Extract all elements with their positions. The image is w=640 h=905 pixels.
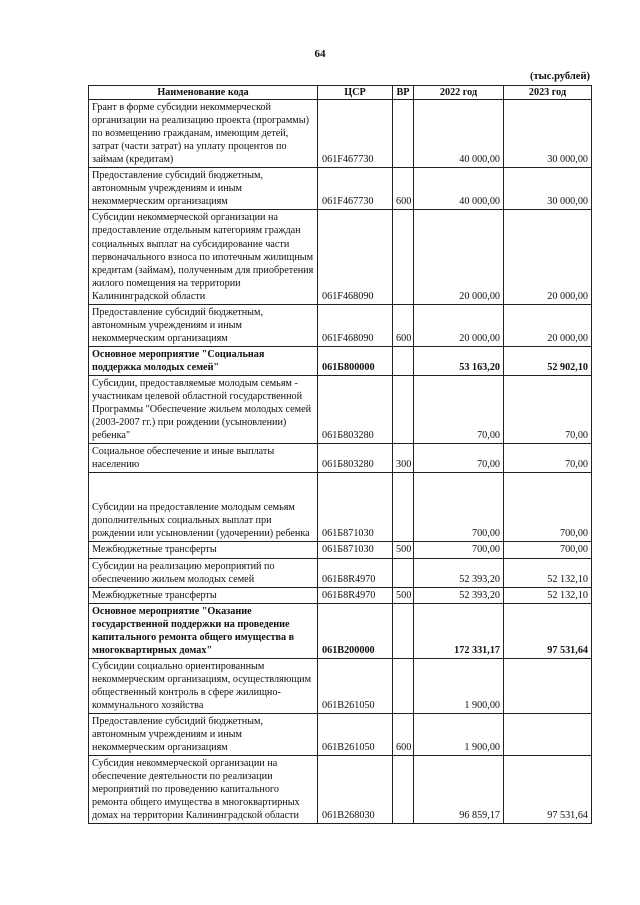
cell-name: Основное мероприятие "Оказание государственной поддержки на проведение капитального ремонта общего имущества в многоквартирных домах" xyxy=(89,603,318,658)
cell-name: Предоставление субсидий бюджетным, автономным учреждениям и иным некоммерческим организациям xyxy=(89,168,318,210)
cell-2022: 700,00 xyxy=(414,473,504,542)
cell-vr: 300 xyxy=(393,444,414,473)
cell-csr: 061Б803280 xyxy=(318,375,393,443)
cell-2023: 52 902,10 xyxy=(504,346,592,375)
cell-2023: 20 000,00 xyxy=(504,304,592,346)
cell-name: Субсидии социально ориентированным некоммерческим организациям, осуществляющим общественный контроль в сфере жилищно-коммунального хозяйства xyxy=(89,658,318,713)
cell-vr xyxy=(393,210,414,304)
cell-vr xyxy=(393,558,414,587)
table-row xyxy=(89,558,592,587)
cell-csr: 061В200000 xyxy=(318,603,393,658)
cell-vr xyxy=(393,346,414,375)
cell-2023: 700,00 xyxy=(504,473,592,542)
cell-name: Предоставление субсидий бюджетным, автономным учреждениям и иным некоммерческим организациям xyxy=(89,714,318,756)
table-row xyxy=(89,473,592,542)
table-row xyxy=(89,100,592,168)
cell-name: Межбюджетные трансферты xyxy=(89,542,318,558)
cell-csr: 061Б800000 xyxy=(318,346,393,375)
cell-2022: 20 000,00 xyxy=(414,210,504,304)
cell-2023: 30 000,00 xyxy=(504,100,592,168)
cell-2023: 97 531,64 xyxy=(504,756,592,824)
cell-2023 xyxy=(504,658,592,713)
budget-table xyxy=(88,85,592,824)
cell-csr: 061F467730 xyxy=(318,100,393,168)
cell-2022: 40 000,00 xyxy=(414,100,504,168)
table-row xyxy=(89,658,592,713)
cell-vr xyxy=(393,603,414,658)
table-row xyxy=(89,210,592,304)
table-body xyxy=(89,100,592,824)
cell-2022: 52 393,20 xyxy=(414,587,504,603)
units-label: (тыс.рублей) xyxy=(529,71,590,82)
cell-2023: 30 000,00 xyxy=(504,168,592,210)
page-number: 64 xyxy=(314,48,326,60)
header-2023: 2023 год xyxy=(504,86,592,100)
cell-2022: 172 331,17 xyxy=(414,603,504,658)
cell-vr xyxy=(393,658,414,713)
cell-vr: 600 xyxy=(393,304,414,346)
cell-2023: 700,00 xyxy=(504,542,592,558)
cell-name: Основное мероприятие "Социальная поддержка молодых семей" xyxy=(89,346,318,375)
table-row xyxy=(89,714,592,756)
table-row xyxy=(89,756,592,824)
cell-2023: 20 000,00 xyxy=(504,210,592,304)
cell-2023: 70,00 xyxy=(504,375,592,443)
header-vr: ВР xyxy=(393,86,414,100)
cell-2022: 70,00 xyxy=(414,375,504,443)
cell-2023 xyxy=(504,714,592,756)
cell-csr: 061Б871030 xyxy=(318,473,393,542)
cell-csr: 061F467730 xyxy=(318,168,393,210)
header-name: Наименование кода xyxy=(89,86,318,100)
cell-name: Субсидии, предоставляемые молодым семьям - участникам целевой областной государственной Программы "Обеспечение жильем молодых семей (2003-2007 гг.) при рождении (усыновлении) ребенка" xyxy=(89,375,318,443)
cell-name: Субсидии некоммерческой организации на предоставление отдельным категориям граждан социальных выплат на субсидирование части первоначального взноса по ипотечным жилищным кредитам (займам), полученным для приобретения жилого помещения на территории Калининградской области xyxy=(89,210,318,304)
cell-csr: 061F468090 xyxy=(318,210,393,304)
cell-vr xyxy=(393,473,414,542)
table-row xyxy=(89,587,592,603)
cell-csr: 061В261050 xyxy=(318,658,393,713)
cell-name: Субсидии на предоставление молодым семьям дополнительных социальных выплат при рождении или усыновлении (удочерении) ребенка xyxy=(89,473,318,542)
cell-name: Межбюджетные трансферты xyxy=(89,587,318,603)
cell-2022: 1 900,00 xyxy=(414,658,504,713)
cell-csr: 061Б8R4970 xyxy=(318,558,393,587)
header-csr: ЦСР xyxy=(318,86,393,100)
cell-2022: 96 859,17 xyxy=(414,756,504,824)
cell-csr: 061Б803280 xyxy=(318,444,393,473)
cell-vr: 500 xyxy=(393,587,414,603)
table-header-row xyxy=(89,86,592,100)
cell-2022: 1 900,00 xyxy=(414,714,504,756)
cell-2022: 53 163,20 xyxy=(414,346,504,375)
cell-csr: 061F468090 xyxy=(318,304,393,346)
cell-name: Субсидия некоммерческой организации на обеспечение деятельности по реализации мероприятий по проведению капитального ремонта общего имущества в многоквартирных домах на территории Калининградской области xyxy=(89,756,318,824)
table-row xyxy=(89,542,592,558)
cell-2022: 70,00 xyxy=(414,444,504,473)
table-row xyxy=(89,444,592,473)
cell-vr: 600 xyxy=(393,714,414,756)
table-row xyxy=(89,603,592,658)
table-row xyxy=(89,375,592,443)
cell-2023: 52 132,10 xyxy=(504,587,592,603)
cell-vr xyxy=(393,375,414,443)
cell-2023: 97 531,64 xyxy=(504,603,592,658)
cell-vr: 500 xyxy=(393,542,414,558)
cell-2022: 20 000,00 xyxy=(414,304,504,346)
cell-name: Грант в форме субсидии некоммерческой организации на реализацию проекта (программы) по возмещению гражданам, имеющим детей, затрат (части затрат) на уплату процентов по займам (кредитам) xyxy=(89,100,318,168)
cell-2022: 52 393,20 xyxy=(414,558,504,587)
cell-name: Субсидии на реализацию мероприятий по обеспечению жильем молодых семей xyxy=(89,558,318,587)
cell-2022: 700,00 xyxy=(414,542,504,558)
cell-2023: 70,00 xyxy=(504,444,592,473)
cell-vr: 600 xyxy=(393,168,414,210)
cell-2022: 40 000,00 xyxy=(414,168,504,210)
table-row xyxy=(89,168,592,210)
cell-name: Предоставление субсидий бюджетным, автономным учреждениям и иным некоммерческим организациям xyxy=(89,304,318,346)
table-row xyxy=(89,304,592,346)
cell-vr xyxy=(393,756,414,824)
cell-csr: 061В268030 xyxy=(318,756,393,824)
table-row xyxy=(89,346,592,375)
cell-name: Социальное обеспечение и иные выплаты населению xyxy=(89,444,318,473)
cell-2023: 52 132,10 xyxy=(504,558,592,587)
cell-csr: 061Б8R4970 xyxy=(318,587,393,603)
cell-csr: 061Б871030 xyxy=(318,542,393,558)
cell-vr xyxy=(393,100,414,168)
cell-csr: 061В261050 xyxy=(318,714,393,756)
header-2022: 2022 год xyxy=(414,86,504,100)
